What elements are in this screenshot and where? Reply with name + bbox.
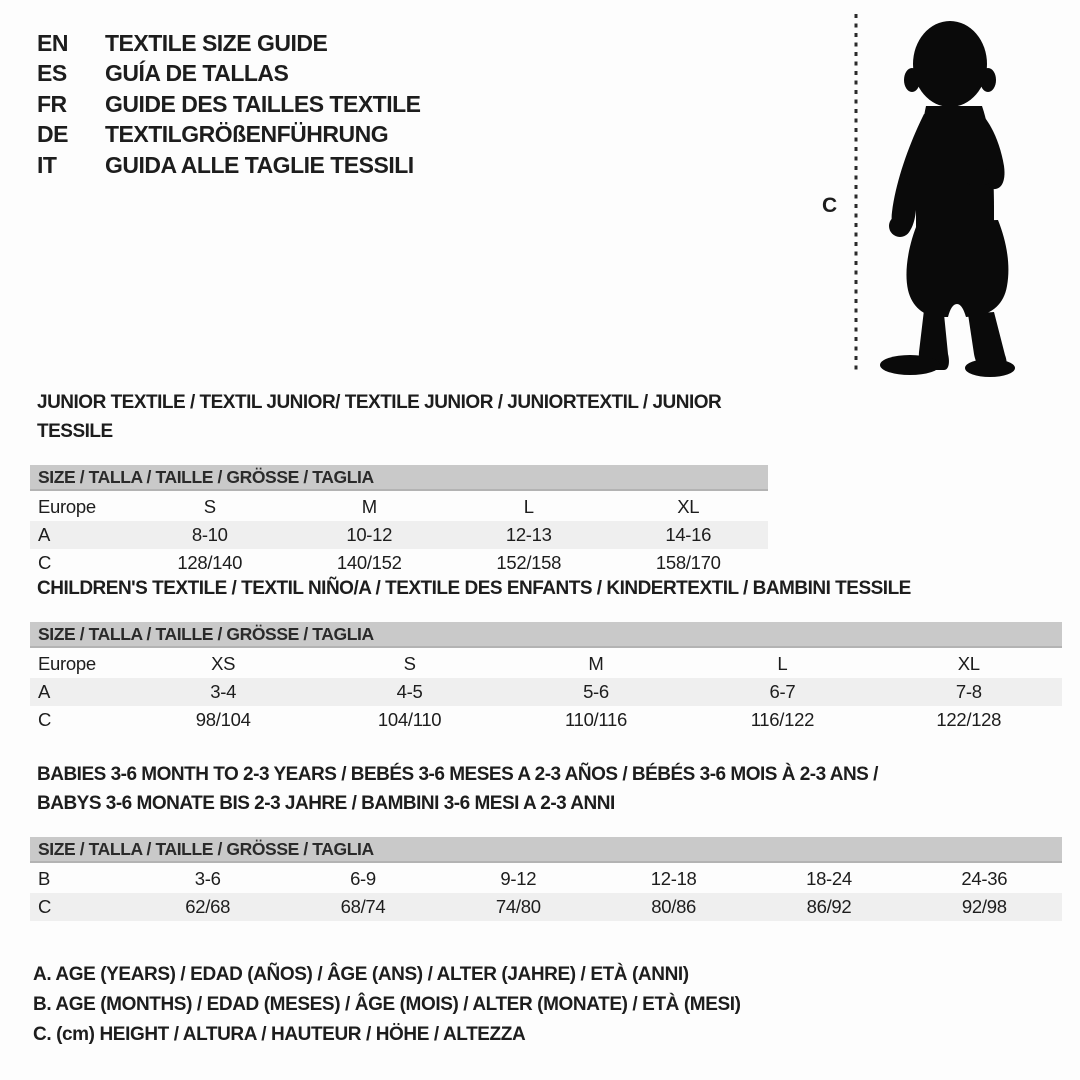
language-list [37, 28, 421, 181]
row-label: Europe [38, 653, 96, 674]
table-cell: XS [211, 653, 236, 674]
section-title-line: BABIES 3-6 MONTH TO 2-3 YEARS / BEBÉS 3-6 MESES A 2-3 AÑOS / BÉBÉS 3-6 MOIS À 2-3 ANS / [37, 764, 878, 785]
size-table-header: SIZE / TALLA / TAILLE / GRÖSSE / TAGLIA [30, 837, 1062, 863]
language-label: TEXTILE SIZE GUIDE [105, 29, 328, 56]
height-measure-label: C [822, 194, 838, 217]
table-cell: 4-5 [396, 681, 423, 702]
toddler-silhouette-icon [872, 14, 1032, 382]
language-label: GUIDA ALLE TAGLIE TESSILI [105, 151, 414, 178]
size-table-body [30, 650, 1062, 734]
table-cell: 6-7 [769, 681, 796, 702]
row-label: C [38, 552, 52, 573]
size-table-body [30, 865, 1062, 921]
table-cell: L [777, 653, 788, 674]
table-cell: 14-16 [665, 524, 712, 545]
table-row [30, 678, 1062, 706]
language-code: IT [37, 151, 57, 178]
row-label: C [38, 709, 52, 730]
section-babies-textile [30, 760, 1062, 921]
language-row [37, 120, 421, 151]
table-cell: 86/92 [806, 896, 852, 917]
measurement-legend [33, 960, 741, 1050]
size-table [30, 465, 768, 577]
section-title-line: JUNIOR TEXTILE / TEXTIL JUNIOR/ TEXTILE JUNIOR / JUNIORTEXTIL / JUNIOR TESSILE [37, 392, 722, 442]
table-cell: XL [677, 496, 700, 517]
section-title-line: CHILDREN'S TEXTILE / TEXTIL NIÑO/A / TEXTILE DES ENFANTS / KINDERTEXTIL / BAMBINI TESSILE [37, 578, 911, 599]
table-cell: 158/170 [655, 552, 721, 573]
table-row [30, 521, 768, 549]
language-row [37, 28, 421, 59]
legend-line: B. AGE (MONTHS) / EDAD (MESES) / ÂGE (MOIS) / ALTER (MONATE) / ETÀ (MESI) [33, 994, 741, 1015]
size-table-header: SIZE / TALLA / TAILLE / GRÖSSE / TAGLIA [30, 622, 1062, 648]
table-row [30, 706, 1062, 734]
row-label: Europe [38, 496, 96, 517]
table-cell: S [403, 653, 416, 674]
language-label: TEXTILGRÖßENFÜHRUNG [105, 121, 389, 148]
table-cell: 116/122 [750, 709, 815, 730]
table-cell: 110/116 [564, 709, 627, 730]
table-cell: 7-8 [955, 681, 982, 702]
size-table-body [30, 493, 768, 577]
table-cell: 68/74 [340, 896, 386, 917]
table-cell: 8-10 [191, 524, 228, 545]
row-label: A [38, 524, 51, 545]
language-code: ES [37, 60, 67, 87]
table-cell: 3-4 [210, 681, 237, 702]
table-row [30, 549, 768, 577]
size-table [30, 622, 1062, 734]
language-row [37, 89, 421, 120]
table-cell: 140/152 [336, 552, 402, 573]
language-row [37, 150, 421, 181]
table-cell: 24-36 [961, 868, 1008, 889]
table-cell: 12-18 [650, 868, 697, 889]
table-cell: 122/128 [936, 709, 1002, 730]
table-cell: 9-12 [500, 868, 537, 889]
table-cell: 128/140 [177, 552, 243, 573]
toddler-figure [800, 0, 1060, 390]
language-code: FR [37, 90, 67, 117]
table-cell: 62/68 [185, 896, 231, 917]
section-junior-textile [30, 388, 768, 577]
legend-line: C. (cm) HEIGHT / ALTURA / HAUTEUR / HÖHE / ALTEZZA [33, 1024, 526, 1045]
table-cell: 6-9 [350, 868, 376, 889]
table-cell: 104/110 [377, 709, 442, 730]
section-title [30, 574, 1062, 603]
table-cell: 5-6 [583, 681, 609, 702]
language-label: GUÍA DE TALLAS [105, 60, 289, 87]
table-cell: 152/158 [496, 552, 562, 573]
table-cell: 80/86 [651, 896, 697, 917]
language-code: EN [37, 29, 68, 56]
section-childrens-textile [30, 574, 1062, 734]
table-cell: 98/104 [195, 709, 251, 730]
table-row [30, 650, 1062, 678]
row-label: B [38, 868, 51, 889]
table-cell: 12-13 [505, 524, 552, 545]
table-cell: M [588, 653, 604, 674]
table-cell: XL [957, 653, 980, 674]
height-dotted-line-icon [853, 14, 859, 372]
table-row [30, 493, 768, 521]
table-cell: M [361, 496, 377, 517]
table-row [30, 893, 1062, 921]
row-label: C [38, 896, 52, 917]
table-row [30, 865, 1062, 893]
table-cell: S [203, 496, 216, 517]
size-table-header: SIZE / TALLA / TAILLE / GRÖSSE / TAGLIA [30, 465, 768, 491]
language-label: GUIDE DES TAILLES TEXTILE [105, 90, 421, 117]
table-cell: 3-6 [194, 868, 221, 889]
table-cell: 92/98 [961, 896, 1007, 917]
language-row [37, 59, 421, 90]
table-cell: 18-24 [806, 868, 852, 889]
table-cell: 10-12 [346, 524, 393, 545]
row-label: A [38, 681, 51, 702]
section-title [30, 388, 768, 446]
size-table [30, 837, 1062, 921]
table-cell: L [523, 496, 534, 517]
legend-line: A. AGE (YEARS) / EDAD (AÑOS) / ÂGE (ANS) / ALTER (JAHRE) / ETÀ (ANNI) [33, 964, 689, 985]
language-code: DE [37, 121, 68, 148]
table-cell: 74/80 [495, 896, 541, 917]
section-title [30, 760, 1062, 818]
section-title-line: BABYS 3-6 MONATE BIS 2-3 JAHRE / BAMBINI 3-6 MESI A 2-3 ANNI [37, 793, 615, 814]
